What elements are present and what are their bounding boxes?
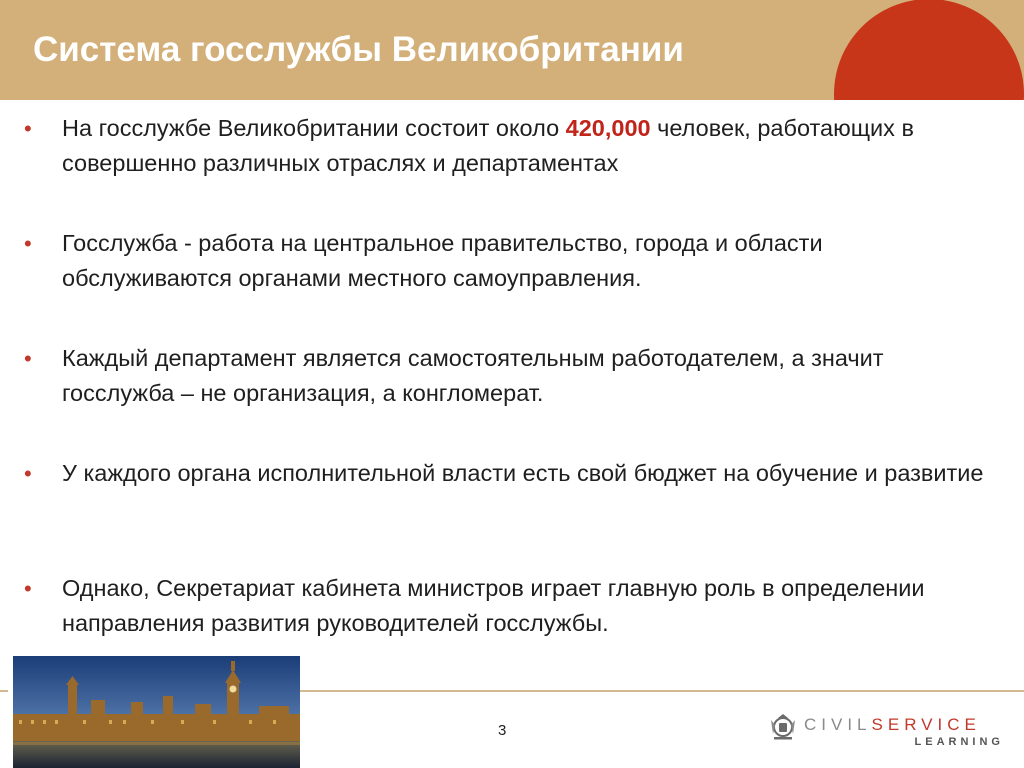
- logo-learning-text: LEARNING: [914, 736, 1004, 748]
- bullet-text: Каждый департамент является самостоятельным работодателем, а значит госслужба – не организация, а конгломерат.: [62, 345, 884, 406]
- header-bar: [0, 0, 1024, 100]
- footer-divider-right: [300, 690, 1024, 692]
- bullet-text: Госслужба - работа на центральное правительство, города и области обслуживаются органами местного самоуправления.: [62, 230, 823, 291]
- bullet-text-start: На госслужбе Великобритании состоит около: [62, 115, 566, 141]
- page-number: 3: [498, 722, 507, 739]
- bullet-text: У каждого органа исполнительной власти есть свой бюджет на обучение и развитие: [62, 460, 984, 486]
- westminster-photo: [13, 656, 300, 768]
- bullet-item: [24, 341, 992, 411]
- slide-title: Система госслужбы Великобритании: [33, 30, 684, 69]
- footer-divider-left: [0, 690, 8, 692]
- bullet-item: [24, 111, 992, 181]
- bullet-text-end: человек, работающих в совершенно различных отраслях и департаментах: [62, 115, 914, 176]
- bullet-marker: •: [24, 576, 32, 601]
- bullet-marker: •: [24, 346, 32, 371]
- bullet-marker: •: [24, 116, 32, 141]
- header-decorative-circle: [834, 0, 1024, 100]
- logo-wordmark: [804, 715, 981, 735]
- royal-crest-icon: [768, 712, 798, 742]
- staff-count-highlight: 420,000: [565, 115, 651, 141]
- bullet-item: [24, 226, 992, 296]
- header-divider: [0, 100, 1024, 103]
- civil-service-learning-logo: [768, 712, 1008, 752]
- bullet-item: [24, 571, 992, 641]
- bullet-marker: •: [24, 231, 32, 256]
- bullet-marker: •: [24, 461, 32, 486]
- logo-service-text: SERVICE: [871, 715, 981, 734]
- bullet-item: [24, 456, 992, 491]
- logo-civil-text: CIVIL: [804, 715, 872, 734]
- bullet-text: Однако, Секретариат кабинета министров играет главную роль в определении направления развития руководителей госслужбы.: [62, 575, 925, 636]
